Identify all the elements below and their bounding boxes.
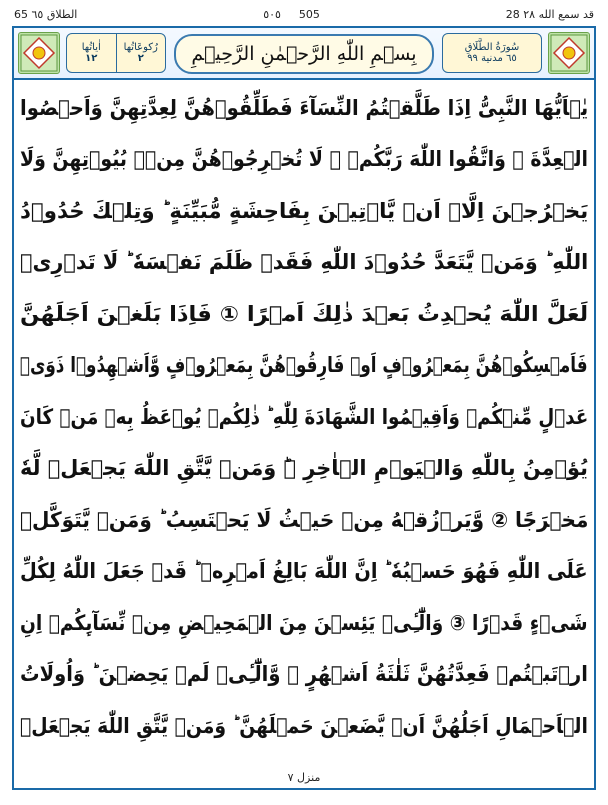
surah-header <box>14 28 594 80</box>
verse-line <box>20 134 588 186</box>
verse-text: شَیۡءٍ قَدۡرًا ③ وَالّٰٓـِٔیۡ یَئِسۡنَ مِنَ الۡمَحِیۡضِ مِنۡ نِّسَآىِٕكُمۡ اِنِ <box>20 610 588 635</box>
verse-line <box>20 494 588 546</box>
surah-meta: ٦٥ مدنية ٩٩ <box>467 53 517 64</box>
header-juz-label: 28 قد سمع الله ٢٨ <box>505 7 594 21</box>
verse-line <box>20 237 588 289</box>
verse-text: عَدۡلٍ مِّنۡكُمۡ وَاَقِیۡمُوا الشَّهَادَةَ لِلّٰهِ ؕ ذٰلِكُمۡ یُوۡعَظُ بِهٖ مَنۡ كَانَ <box>19 404 588 429</box>
header-surah-label: 65 الطلاق ٦٥ <box>14 7 78 21</box>
verse-line <box>20 443 588 495</box>
verse-text: یُؤۡمِنُ بِاللّٰهِ وَالۡیَوۡمِ الۡاٰخِرِ ۬ؕ وَمَنۡ یَّتَّقِ اللّٰهَ یَجۡعَلۡ لَّهٗ <box>20 456 588 481</box>
verse-text: الۡعِدَّةَ ۚ وَاتَّقُوا اللّٰهَ رَبَّكُمۡ ۚ لَا تُخۡرِجُوۡهُنَّ مِنۡۢ بُیُوۡتِهِنَّ وَلَا <box>20 147 588 172</box>
verse-text: الۡاَحۡمَالِ اَجَلُهُنَّ اَنۡ یَّضَعۡنَ حَمۡلَهُنَّ ؕ وَمَنۡ یَّتَّقِ اللّٰهَ یَجۡعَلۡ <box>20 713 588 738</box>
verse-text: فَاَمۡسِكُوۡهُنَّ بِمَعۡرُوۡفٍ اَوۡ فَارِقُوۡهُنَّ بِمَعۡرُوۡفٍ وَّاَشۡهِدُوۡا ذَوَیۡ <box>20 353 588 378</box>
verse-line <box>20 597 588 649</box>
manzil-label: منزل ٧ <box>287 771 321 784</box>
verse-line <box>20 700 588 752</box>
page-number: 505 <box>298 7 320 21</box>
ayat-ruku-counts <box>66 33 166 73</box>
ornament-icon <box>18 32 60 74</box>
verse-text: مَخۡرَجًا ② وَّیَرۡزُقۡهُ مِنۡ حَیۡثُ لَا یَحۡتَسِبُ ؕ وَمَنۡ یَّتَوَكَّلۡ <box>19 507 588 532</box>
verse-text: یٰۤاَیُّهَا النَّبِیُّ اِذَا طَلَّقۡتُمُ النِّسَآءَ فَطَلِّقُوۡهُنَّ لِعِدَّتِهِنَّ وَاَحۡصُوا <box>19 95 588 120</box>
verse-text: اللّٰهِ ؕ وَمَنۡ یَّتَعَدَّ حُدُوۡدَ اللّٰهِ فَقَدۡ ظَلَمَ نَفۡسَهٗ ؕ لَا تَدۡرِیۡ <box>19 250 588 275</box>
ornament-icon <box>548 32 590 74</box>
page-number-urdu: ٥٠٥ <box>263 7 281 21</box>
header-page-numbers <box>263 8 320 21</box>
verse-line <box>20 546 588 598</box>
verse-line <box>20 391 588 443</box>
page-frame <box>12 26 596 790</box>
verse-line <box>20 82 588 134</box>
verse-line <box>20 649 588 701</box>
verse-lines <box>20 82 588 752</box>
bismillah: بِسۡمِ اللّٰهِ الرَّحۡمٰنِ الرَّحِیۡمِ <box>174 34 434 74</box>
verse-text: عَلَی اللّٰهِ فَهُوَ حَسۡبُهٗ ؕ اِنَّ اللّٰهَ بَالِغُ اَمۡرِهٖ ؕ قَدۡ جَعَلَ اللّٰهُ لِكُلِّ <box>20 559 588 584</box>
page-header-bar <box>14 6 594 22</box>
verse-line <box>20 288 588 340</box>
ruku-count: رُکوعَاتُها ٢ <box>116 34 166 72</box>
verse-line <box>20 185 588 237</box>
surah-name-box <box>442 33 542 73</box>
verse-text: ارۡتَبۡتُمۡ فَعِدَّتُهُنَّ ثَلٰثَةُ اَشۡهُرٍ ۙ وَّالّٰٓـِٔیۡ لَمۡ یَحِضۡنَ ؕ وَاُولَاتُ <box>20 662 588 687</box>
ayat-count: اٰیاتُها ١٢ <box>81 42 101 64</box>
verse-line <box>20 340 588 392</box>
verse-text: یَخۡرُجۡنَ اِلَّاۤ اَنۡ یَّاۡتِیۡنَ بِفَاحِشَةٍ مُّبَیِّنَةٍ ؕ وَتِلۡكَ حُدُوۡدُ <box>19 198 588 223</box>
verse-text: لَعَلَّ اللّٰهَ یُحۡدِثُ بَعۡدَ ذٰلِكَ اَمۡرًا ① فَاِذَا بَلَغۡنَ اَجَلَهُنَّ <box>19 301 588 326</box>
surah-name: سُورَةُ الطَّلَاقِ <box>464 42 520 53</box>
